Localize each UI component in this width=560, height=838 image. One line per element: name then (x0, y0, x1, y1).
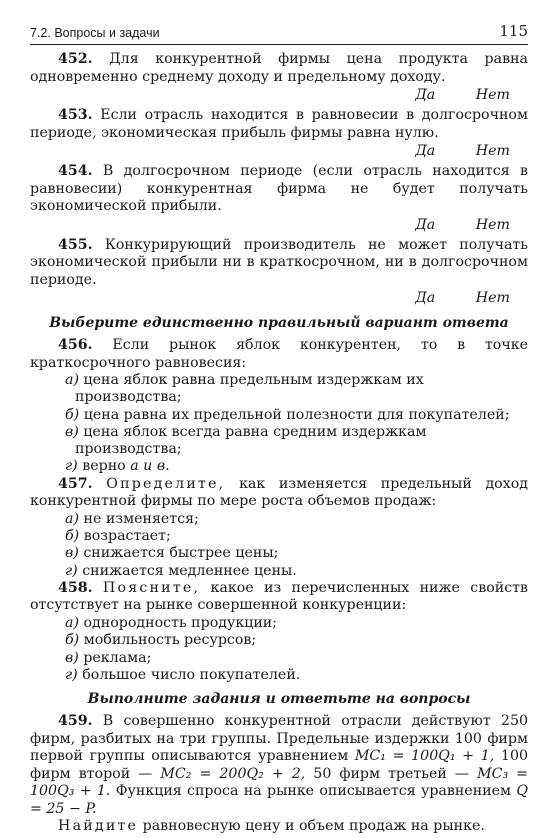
question-number: 454. (58, 163, 93, 179)
answer-yes[interactable]: Да (415, 216, 436, 233)
option-458-d[interactable] (30, 667, 528, 684)
option-456-d[interactable] (30, 458, 528, 475)
answer-no[interactable]: Нет (475, 216, 510, 233)
question-number: 458. (58, 579, 93, 596)
question-454 (30, 163, 528, 216)
option-456-c[interactable] (30, 424, 528, 459)
question-452 (30, 51, 528, 86)
equation-mc3: MC₃ = 100Q₃ + 1. (30, 765, 529, 800)
option-458-c[interactable] (30, 650, 528, 667)
question-verb: Поясните, (102, 579, 201, 596)
page-number: 115 (499, 22, 528, 40)
task-text: равновесную цену и объем продаж на рынке. (142, 818, 485, 835)
option-letter: а) (65, 614, 79, 631)
answer-yes[interactable]: Да (415, 87, 436, 103)
equation-demand: Q = 25 − P. (30, 783, 528, 817)
question-text-2: 100 фирм второй — (30, 748, 529, 782)
option-letter: б) (65, 406, 80, 423)
question-453 (30, 107, 528, 142)
option-text: реклама; (83, 649, 152, 666)
question-number: 455. (58, 236, 93, 253)
option-text: однородность продукции; (83, 614, 278, 631)
question-number: 456. (58, 337, 93, 353)
answer-options-453 (30, 142, 528, 161)
answer-no[interactable]: Нет (475, 87, 510, 103)
question-text-4: Функция спроса на рынке описывается уравнением (115, 783, 512, 800)
answer-options-455 (30, 289, 528, 308)
question-text: Конкурирующий производитель не может получать экономической прибыли ни в краткосрочном, ни в долгосрочном периоде. (30, 236, 529, 288)
option-letter: б) (65, 632, 80, 649)
question-text: Если отрасль находится в равновесии в долгосрочном периоде, экономическая прибыль фирмы равна нулю. (30, 107, 528, 141)
option-text: цена равна их предельной полезности для покупателей; (83, 406, 510, 423)
question-number: 452. (58, 51, 93, 67)
question-number: 457. (58, 475, 93, 492)
option-letter: б) (65, 528, 80, 545)
answer-options-452 (30, 86, 528, 105)
option-457-a[interactable] (30, 511, 528, 528)
option-456-b[interactable] (30, 407, 528, 424)
option-letter: в) (65, 423, 79, 440)
answer-yes[interactable]: Да (415, 143, 436, 159)
question-verb: Определите, (106, 475, 226, 492)
option-letter: г) (65, 458, 78, 475)
question-text: В долгосрочном периоде (если отрасль находится в равновесии) конкурентная фирма не будет получать экономической прибыли. (30, 163, 528, 214)
question-text-3: 50 фирм третьей — (313, 765, 470, 782)
answer-no[interactable]: Нет (475, 143, 510, 159)
option-text: не изменяется; (83, 510, 199, 527)
question-458 (30, 580, 528, 615)
option-text: цена яблок всегда равна средним издержкам производства; (75, 423, 427, 458)
option-456-a[interactable] (30, 372, 528, 407)
question-456 (30, 337, 528, 372)
question-text: Если рынок яблок конкурентен, то в точке краткосрочного равновесия: (30, 337, 528, 371)
equation-mc1: MC₁ = 100Q₁ + 1, (354, 748, 495, 765)
option-text: снижается быстрее цены; (83, 545, 279, 562)
question-text: как изменяется предельный доход конкурентной фирмы по мере роста объемов продаж: (30, 475, 529, 510)
question-459 (30, 713, 528, 818)
question-text: какое из перечисленных ниже свойств отсутствует на рынке совершенной конкуренции: (30, 579, 528, 614)
question-text-1: В совершенно конкурентной отрасли действуют 250 фирм, разбитых на три группы. Предельные издержки 100 фирм первой группы описываются уравнением (30, 713, 528, 765)
option-text: цена яблок равна предельным издержкам их производства; (75, 372, 424, 406)
question-number: 453. (58, 107, 93, 123)
section-title: 7.2. Вопросы и задачи (30, 26, 160, 40)
option-letter: в) (65, 649, 79, 666)
question-457 (30, 476, 528, 511)
answer-no[interactable]: Нет (475, 290, 510, 306)
question-number: 459. (58, 713, 93, 730)
option-458-a[interactable] (30, 615, 528, 632)
option-tail: а и в. (130, 458, 170, 475)
option-text: возрастает; (83, 528, 171, 545)
option-457-b[interactable] (30, 528, 528, 545)
option-text: снижается медленнее цены. (82, 562, 297, 579)
option-text: верно (82, 458, 126, 475)
question-459-task (30, 818, 528, 836)
option-457-c[interactable] (30, 545, 528, 562)
section-heading-tasks: Выполните задания и ответьте на вопросы (87, 691, 471, 708)
option-457-d[interactable] (30, 563, 528, 580)
option-text: большое число покупателей. (82, 666, 301, 683)
question-text: Для конкурентной фирмы цена продукта равна одновременно среднему доходу и предельному доходу. (30, 51, 528, 85)
task-verb: Найдите (58, 818, 139, 835)
answer-yes[interactable]: Да (415, 290, 436, 306)
option-text: мобильность ресурсов; (83, 632, 257, 649)
page-header (30, 22, 528, 45)
section-heading-choice: Выберите единственно правильный вариант ответа (49, 315, 509, 331)
option-letter: г) (65, 666, 78, 683)
option-letter: г) (65, 562, 78, 579)
option-letter: а) (65, 372, 79, 388)
answer-options-454 (30, 216, 528, 235)
option-letter: в) (65, 545, 79, 562)
equation-mc2: MC₂ = 200Q₂ + 2, (160, 765, 306, 782)
question-455 (30, 237, 528, 290)
option-letter: а) (65, 510, 79, 527)
option-458-b[interactable] (30, 632, 528, 649)
